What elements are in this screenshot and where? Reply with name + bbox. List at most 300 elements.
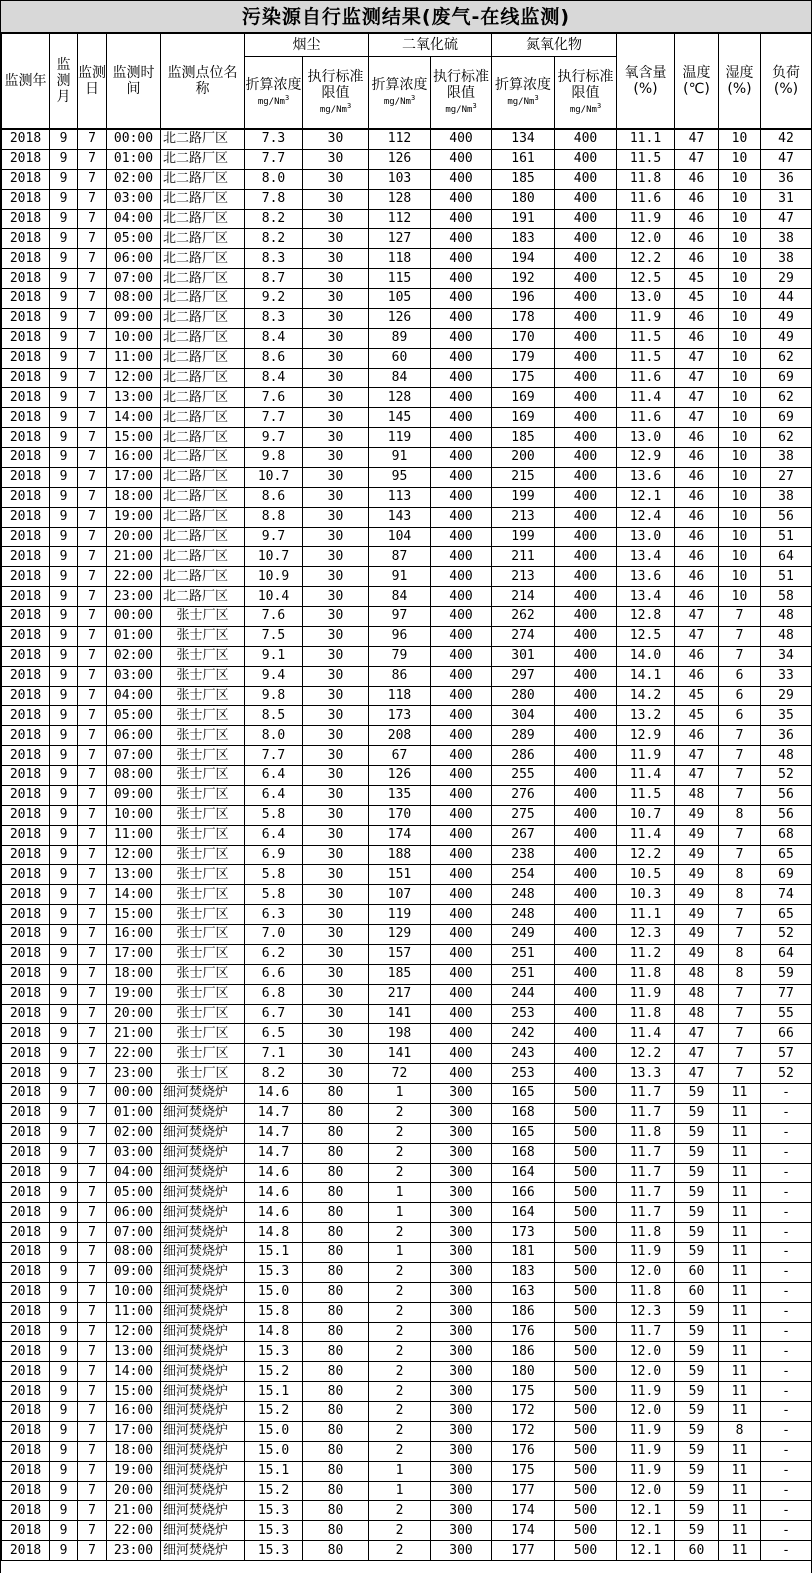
cell-oxygen: 11.2 [617,944,675,964]
cell-month: 9 [50,984,78,1004]
cell-so2-limit: 400 [431,607,492,627]
cell-site: 张士厂区 [161,805,245,825]
cell-site: 细河焚烧炉 [161,1421,245,1441]
cell-humidity: 8 [719,964,761,984]
cell-year: 2018 [2,1103,50,1123]
cell-nox-conc: 251 [492,944,555,964]
cell-time: 19:00 [107,984,161,1004]
cell-time: 15:00 [107,1382,161,1402]
cell-nox-conc: 251 [492,964,555,984]
cell-nox-limit: 400 [555,726,617,746]
cell-dust-conc: 8.3 [245,308,303,328]
cell-load: - [761,1461,812,1481]
cell-humidity: 11 [719,1223,761,1243]
cell-so2-conc: 91 [369,567,431,587]
table-row [2,1501,812,1521]
cell-year: 2018 [2,885,50,905]
cell-dust-limit: 30 [303,607,369,627]
cell-load: 27 [761,467,812,487]
cell-humidity: 10 [719,249,761,269]
cell-nox-limit: 400 [555,1064,617,1084]
cell-month: 9 [50,785,78,805]
cell-humidity: 7 [719,905,761,925]
cell-load: 29 [761,269,812,289]
cell-so2-conc: 118 [369,249,431,269]
unit-label: mg/Nm$^3$ [507,94,539,107]
cell-so2-conc: 2 [369,1223,431,1243]
table-row [2,507,812,527]
report-title: 污染源自行监测结果(废气-在线监测) [1,0,811,33]
cell-so2-conc: 188 [369,845,431,865]
cell-so2-conc: 95 [369,467,431,487]
cell-so2-conc: 2 [369,1342,431,1362]
cell-nox-limit: 400 [555,129,617,149]
cell-so2-limit: 400 [431,646,492,666]
cell-dust-limit: 30 [303,328,369,348]
cell-dust-limit: 30 [303,169,369,189]
cell-day: 7 [78,547,107,567]
cell-temperature: 46 [675,249,719,269]
cell-oxygen: 11.6 [617,189,675,209]
cell-dust-conc: 8.3 [245,249,303,269]
table-row [2,1223,812,1243]
cell-dust-limit: 30 [303,686,369,706]
cell-time: 14:00 [107,885,161,905]
cell-humidity: 7 [719,746,761,766]
cell-dust-limit: 80 [303,1362,369,1382]
cell-month: 9 [50,1421,78,1441]
cell-so2-conc: 1 [369,1461,431,1481]
cell-dust-limit: 80 [303,1262,369,1282]
cell-so2-conc: 112 [369,129,431,149]
cell-load: - [761,1481,812,1501]
cell-oxygen: 11.9 [617,1243,675,1263]
cell-dust-limit: 30 [303,666,369,686]
cell-dust-limit: 80 [303,1103,369,1123]
cell-temperature: 59 [675,1203,719,1223]
cell-load: 33 [761,666,812,686]
cell-nox-limit: 500 [555,1103,617,1123]
cell-load: 69 [761,408,812,428]
cell-month: 9 [50,1064,78,1084]
cell-day: 7 [78,1402,107,1422]
cell-month: 9 [50,865,78,885]
cell-oxygen: 11.9 [617,1421,675,1441]
cell-dust-conc: 15.0 [245,1282,303,1302]
cell-month: 9 [50,706,78,726]
cell-so2-limit: 400 [431,328,492,348]
cell-load: - [761,1541,812,1561]
cell-time: 22:00 [107,1044,161,1064]
cell-so2-conc: 128 [369,388,431,408]
cell-dust-conc: 7.8 [245,189,303,209]
unit-label: mg/Nm$^3$ [257,94,290,107]
cell-temperature: 49 [675,805,719,825]
cell-so2-conc: 2 [369,1421,431,1441]
cell-nox-limit: 400 [555,587,617,607]
cell-day: 7 [78,1163,107,1183]
cell-humidity: 11 [719,1163,761,1183]
cell-load: - [761,1421,812,1441]
cell-site: 北二路厂区 [161,249,245,269]
cell-temperature: 47 [675,408,719,428]
cell-temperature: 46 [675,507,719,527]
cell-year: 2018 [2,388,50,408]
cell-year: 2018 [2,1223,50,1243]
cell-humidity: 11 [719,1461,761,1481]
cell-oxygen: 11.7 [617,1143,675,1163]
cell-month: 9 [50,944,78,964]
cell-load: - [761,1322,812,1342]
cell-temperature: 59 [675,1084,719,1104]
cell-dust-limit: 30 [303,547,369,567]
cell-nox-conc: 164 [492,1203,555,1223]
cell-year: 2018 [2,408,50,428]
cell-time: 06:00 [107,1203,161,1223]
cell-oxygen: 11.8 [617,964,675,984]
cell-dust-conc: 8.6 [245,487,303,507]
cell-nox-conc: 180 [492,1362,555,1382]
cell-so2-limit: 400 [431,666,492,686]
cell-load: - [761,1123,812,1143]
cell-load: - [761,1143,812,1163]
cell-dust-conc: 15.2 [245,1362,303,1382]
cell-year: 2018 [2,269,50,289]
cell-month: 9 [50,547,78,567]
cell-dust-conc: 10.7 [245,547,303,567]
cell-time: 10:00 [107,805,161,825]
header-so2-limit [431,57,492,130]
cell-dust-limit: 80 [303,1382,369,1402]
cell-humidity: 8 [719,805,761,825]
table-row [2,467,812,487]
cell-nox-limit: 400 [555,487,617,507]
cell-humidity: 11 [719,1143,761,1163]
cell-dust-limit: 30 [303,368,369,388]
cell-nox-conc: 253 [492,1004,555,1024]
cell-humidity: 8 [719,885,761,905]
cell-site: 张士厂区 [161,706,245,726]
cell-temperature: 49 [675,944,719,964]
cell-so2-limit: 400 [431,348,492,368]
conc-label: 折算浓度 [495,77,551,93]
cell-month: 9 [50,1322,78,1342]
cell-month: 9 [50,1461,78,1481]
cell-month: 9 [50,646,78,666]
cell-month: 9 [50,448,78,468]
cell-nox-conc: 243 [492,1044,555,1064]
cell-site: 细河焚烧炉 [161,1501,245,1521]
cell-dust-limit: 30 [303,805,369,825]
cell-load: 48 [761,626,812,646]
cell-humidity: 10 [719,368,761,388]
cell-so2-limit: 300 [431,1282,492,1302]
cell-time: 04:00 [107,209,161,229]
cell-so2-conc: 84 [369,587,431,607]
cell-so2-limit: 400 [431,885,492,905]
cell-so2-limit: 400 [431,487,492,507]
cell-so2-limit: 400 [431,189,492,209]
cell-year: 2018 [2,1262,50,1282]
cell-nox-limit: 400 [555,1044,617,1064]
cell-humidity: 7 [719,1024,761,1044]
cell-temperature: 46 [675,527,719,547]
cell-dust-limit: 30 [303,746,369,766]
table-row [2,865,812,885]
cell-load: 66 [761,1024,812,1044]
cell-nox-conc: 177 [492,1481,555,1501]
cell-dust-limit: 30 [303,308,369,328]
cell-temperature: 48 [675,964,719,984]
cell-nox-limit: 500 [555,1262,617,1282]
cell-time: 18:00 [107,487,161,507]
cell-dust-conc: 14.8 [245,1223,303,1243]
cell-temperature: 46 [675,666,719,686]
cell-humidity: 11 [719,1282,761,1302]
cell-time: 21:00 [107,1501,161,1521]
cell-day: 7 [78,249,107,269]
cell-dust-limit: 30 [303,865,369,885]
cell-nox-limit: 400 [555,448,617,468]
cell-month: 9 [50,1541,78,1561]
cell-nox-conc: 180 [492,189,555,209]
cell-oxygen: 11.9 [617,746,675,766]
cell-nox-conc: 161 [492,149,555,169]
cell-humidity: 6 [719,706,761,726]
cell-load: 31 [761,189,812,209]
cell-month: 9 [50,1262,78,1282]
cell-so2-limit: 400 [431,229,492,249]
cell-nox-conc: 175 [492,368,555,388]
cell-site: 细河焚烧炉 [161,1143,245,1163]
cell-time: 01:00 [107,1103,161,1123]
cell-so2-conc: 103 [369,169,431,189]
cell-dust-conc: 7.5 [245,626,303,646]
cell-nox-limit: 400 [555,964,617,984]
cell-nox-limit: 500 [555,1322,617,1342]
cell-time: 10:00 [107,328,161,348]
cell-month: 9 [50,964,78,984]
table-row [2,308,812,328]
cell-temperature: 47 [675,1024,719,1044]
cell-dust-conc: 14.6 [245,1163,303,1183]
table-row [2,1521,812,1541]
table-row [2,348,812,368]
cell-year: 2018 [2,308,50,328]
cell-year: 2018 [2,984,50,1004]
cell-so2-limit: 300 [431,1421,492,1441]
cell-so2-conc: 141 [369,1044,431,1064]
cell-dust-conc: 9.8 [245,686,303,706]
cell-dust-conc: 10.4 [245,587,303,607]
cell-nox-conc: 199 [492,527,555,547]
cell-time: 21:00 [107,1024,161,1044]
cell-site: 北二路厂区 [161,308,245,328]
cell-year: 2018 [2,785,50,805]
cell-month: 9 [50,1282,78,1302]
table-row [2,726,812,746]
cell-so2-limit: 300 [431,1163,492,1183]
cell-temperature: 49 [675,845,719,865]
cell-site: 北二路厂区 [161,348,245,368]
cell-dust-limit: 80 [303,1481,369,1501]
cell-oxygen: 12.2 [617,249,675,269]
cell-oxygen: 11.5 [617,785,675,805]
cell-day: 7 [78,567,107,587]
cell-nox-conc: 168 [492,1103,555,1123]
cell-oxygen: 10.5 [617,865,675,885]
cell-site: 张士厂区 [161,1064,245,1084]
cell-nox-conc: 214 [492,587,555,607]
cell-dust-limit: 30 [303,845,369,865]
cell-load: - [761,1521,812,1541]
cell-dust-limit: 30 [303,129,369,149]
cell-site: 细河焚烧炉 [161,1123,245,1143]
cell-day: 7 [78,587,107,607]
cell-temperature: 60 [675,1262,719,1282]
cell-nox-limit: 500 [555,1143,617,1163]
cell-temperature: 49 [675,885,719,905]
cell-so2-limit: 400 [431,587,492,607]
cell-dust-conc: 7.7 [245,149,303,169]
cell-year: 2018 [2,607,50,627]
cell-dust-conc: 14.7 [245,1123,303,1143]
cell-so2-limit: 400 [431,686,492,706]
cell-so2-conc: 86 [369,666,431,686]
cell-nox-conc: 238 [492,845,555,865]
cell-time: 19:00 [107,1461,161,1481]
cell-nox-limit: 400 [555,507,617,527]
cell-dust-conc: 14.8 [245,1322,303,1342]
cell-dust-conc: 7.6 [245,607,303,627]
cell-oxygen: 12.1 [617,1501,675,1521]
cell-humidity: 8 [719,1421,761,1441]
cell-month: 9 [50,925,78,945]
cell-year: 2018 [2,726,50,746]
table-header [2,34,812,130]
cell-year: 2018 [2,567,50,587]
cell-nox-limit: 500 [555,1123,617,1143]
cell-month: 9 [50,169,78,189]
cell-oxygen: 11.9 [617,209,675,229]
cell-time: 18:00 [107,1441,161,1461]
cell-nox-conc: 173 [492,1223,555,1243]
cell-humidity: 6 [719,686,761,706]
table-row [2,925,812,945]
cell-site: 北二路厂区 [161,428,245,448]
cell-dust-limit: 80 [303,1163,369,1183]
cell-nox-conc: 215 [492,467,555,487]
cell-oxygen: 12.0 [617,229,675,249]
cell-oxygen: 13.2 [617,706,675,726]
cell-so2-conc: 2 [369,1163,431,1183]
table-row [2,885,812,905]
header-oxygen: 氧含量(%) [617,34,675,130]
cell-dust-conc: 6.5 [245,1024,303,1044]
table-row [2,1084,812,1104]
cell-humidity: 11 [719,1183,761,1203]
cell-dust-conc: 9.2 [245,289,303,309]
cell-oxygen: 11.5 [617,149,675,169]
cell-year: 2018 [2,646,50,666]
cell-site: 细河焚烧炉 [161,1441,245,1461]
cell-so2-conc: 1 [369,1481,431,1501]
cell-dust-limit: 80 [303,1421,369,1441]
cell-dust-conc: 6.4 [245,766,303,786]
cell-so2-limit: 300 [431,1342,492,1362]
cell-day: 7 [78,865,107,885]
cell-day: 7 [78,1441,107,1461]
cell-oxygen: 11.7 [617,1103,675,1123]
cell-temperature: 59 [675,1143,719,1163]
cell-year: 2018 [2,1302,50,1322]
cell-dust-limit: 30 [303,527,369,547]
cell-so2-limit: 400 [431,1004,492,1024]
cell-month: 9 [50,189,78,209]
cell-temperature: 59 [675,1461,719,1481]
cell-dust-conc: 8.7 [245,269,303,289]
cell-so2-conc: 84 [369,368,431,388]
cell-so2-conc: 2 [369,1103,431,1123]
cell-nox-limit: 400 [555,626,617,646]
cell-day: 7 [78,666,107,686]
cell-day: 7 [78,428,107,448]
table-row [2,1183,812,1203]
cell-month: 9 [50,487,78,507]
cell-month: 9 [50,249,78,269]
cell-so2-limit: 400 [431,308,492,328]
cell-oxygen: 11.7 [617,1203,675,1223]
cell-so2-limit: 300 [431,1084,492,1104]
cell-dust-conc: 9.7 [245,428,303,448]
cell-time: 18:00 [107,964,161,984]
table-row [2,328,812,348]
cell-year: 2018 [2,467,50,487]
table-row [2,289,812,309]
cell-nox-conc: 169 [492,408,555,428]
cell-time: 20:00 [107,1481,161,1501]
cell-nox-conc: 213 [492,507,555,527]
cell-load: 52 [761,766,812,786]
cell-site: 张士厂区 [161,865,245,885]
cell-day: 7 [78,448,107,468]
cell-humidity: 10 [719,169,761,189]
cell-site: 北二路厂区 [161,507,245,527]
cell-dust-limit: 80 [303,1322,369,1342]
cell-oxygen: 12.2 [617,1044,675,1064]
table-row [2,666,812,686]
cell-day: 7 [78,785,107,805]
cell-dust-limit: 30 [303,269,369,289]
cell-nox-conc: 185 [492,428,555,448]
cell-year: 2018 [2,1024,50,1044]
cell-nox-limit: 400 [555,328,617,348]
cell-year: 2018 [2,1521,50,1541]
cell-temperature: 59 [675,1183,719,1203]
cell-time: 14:00 [107,408,161,428]
cell-nox-conc: 194 [492,249,555,269]
cell-site: 张士厂区 [161,666,245,686]
cell-humidity: 10 [719,408,761,428]
cell-time: 10:00 [107,1282,161,1302]
cell-humidity: 11 [719,1501,761,1521]
cell-nox-conc: 172 [492,1402,555,1422]
cell-oxygen: 11.4 [617,1024,675,1044]
cell-load: 29 [761,686,812,706]
cell-year: 2018 [2,1044,50,1064]
cell-nox-conc: 289 [492,726,555,746]
cell-so2-limit: 400 [431,1064,492,1084]
